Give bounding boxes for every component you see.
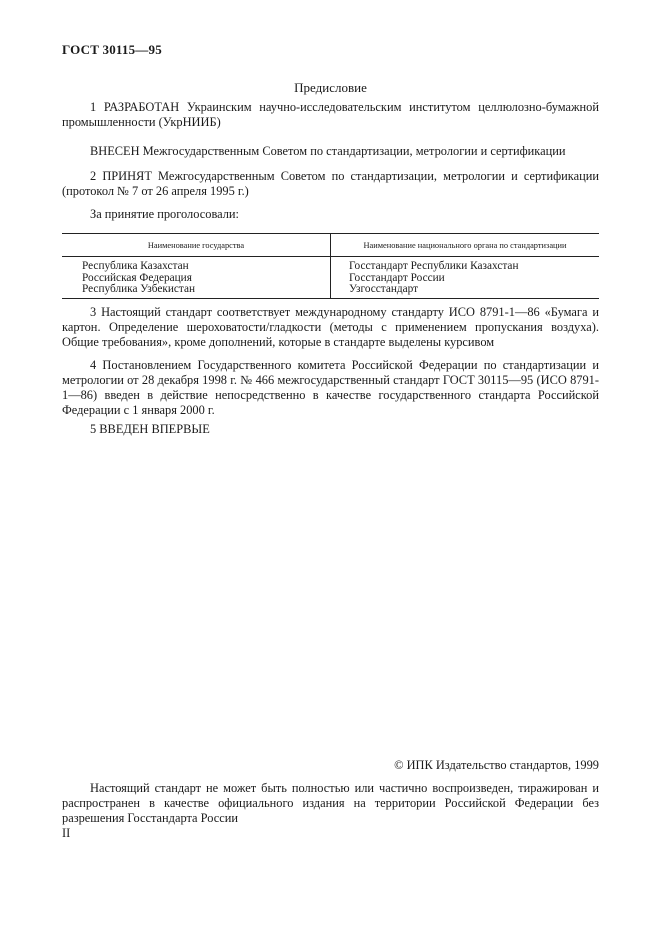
table-cell: Госстандарт Республики Казахстан <box>331 257 600 273</box>
table-cell: Госстандарт России <box>331 273 600 285</box>
copyright-line: © ИПК Издательство стандартов, 1999 <box>394 758 599 772</box>
paragraph-introduced: ВНЕСЕН Межгосударственным Советом по стандартизации, метрологии и сертификации <box>90 144 566 158</box>
page-number: II <box>62 826 71 840</box>
table-row <box>62 257 599 273</box>
paragraph-resolution: 4 Постановлением Государственного комитета Российской Федерации по стандартизации и метрологии от 28 декабря 1998 г. № 466 межгосударственный стандарт ГОСТ 30115—95 (ИСО 8791-1—86) введен в действие непосредственно в качестве государственного стандарта Российской Федерации с 1 января 2000 г. <box>62 358 599 417</box>
table-cell: Республика Узбекистан <box>62 284 331 298</box>
table-header-body: Наименование национального органа по стандартизации <box>331 234 600 257</box>
reproduction-notice: Настоящий стандарт не может быть полностью или частично воспроизведен, тиражирован и распространен в качестве официального издания на территории Российской Федерации без разрешения Госстандарта России <box>62 781 599 825</box>
paragraph-first-introduced: 5 ВВЕДЕН ВПЕРВЫЕ <box>90 422 210 436</box>
paragraph-adopted: 2 ПРИНЯТ Межгосударственным Советом по стандартизации, метрологии и сертификации (протокол № 7 от 26 апреля 1995 г.) <box>62 169 599 198</box>
table-cell: Узгосстандарт <box>331 284 600 298</box>
paragraph-conformity: 3 Настоящий стандарт соответствует международному стандарту ИСО 8791-1—86 «Бумага и картон. Определение шероховатости/гладкости (методы с применением пропускания воздуха). Общие требования», кроме дополнений, которые в стандарте выделены курсивом <box>62 305 599 349</box>
table-header-row <box>62 234 599 257</box>
table-row <box>62 284 599 298</box>
section-title: Предисловие <box>294 80 367 95</box>
paragraph-developed: 1 РАЗРАБОТАН Украинским научно-исследовательским институтом целлюлозно-бумажной промышленности (УкрНИИБ) <box>62 100 599 129</box>
table-cell: Республика Казахстан <box>82 260 189 272</box>
paragraph-voted: За принятие проголосовали: <box>90 207 239 221</box>
table-cell: Российская Федерация <box>82 271 192 284</box>
table-header-state: Наименование государства <box>62 234 331 257</box>
document-code: ГОСТ 30115—95 <box>62 42 162 57</box>
voting-table <box>62 233 599 299</box>
